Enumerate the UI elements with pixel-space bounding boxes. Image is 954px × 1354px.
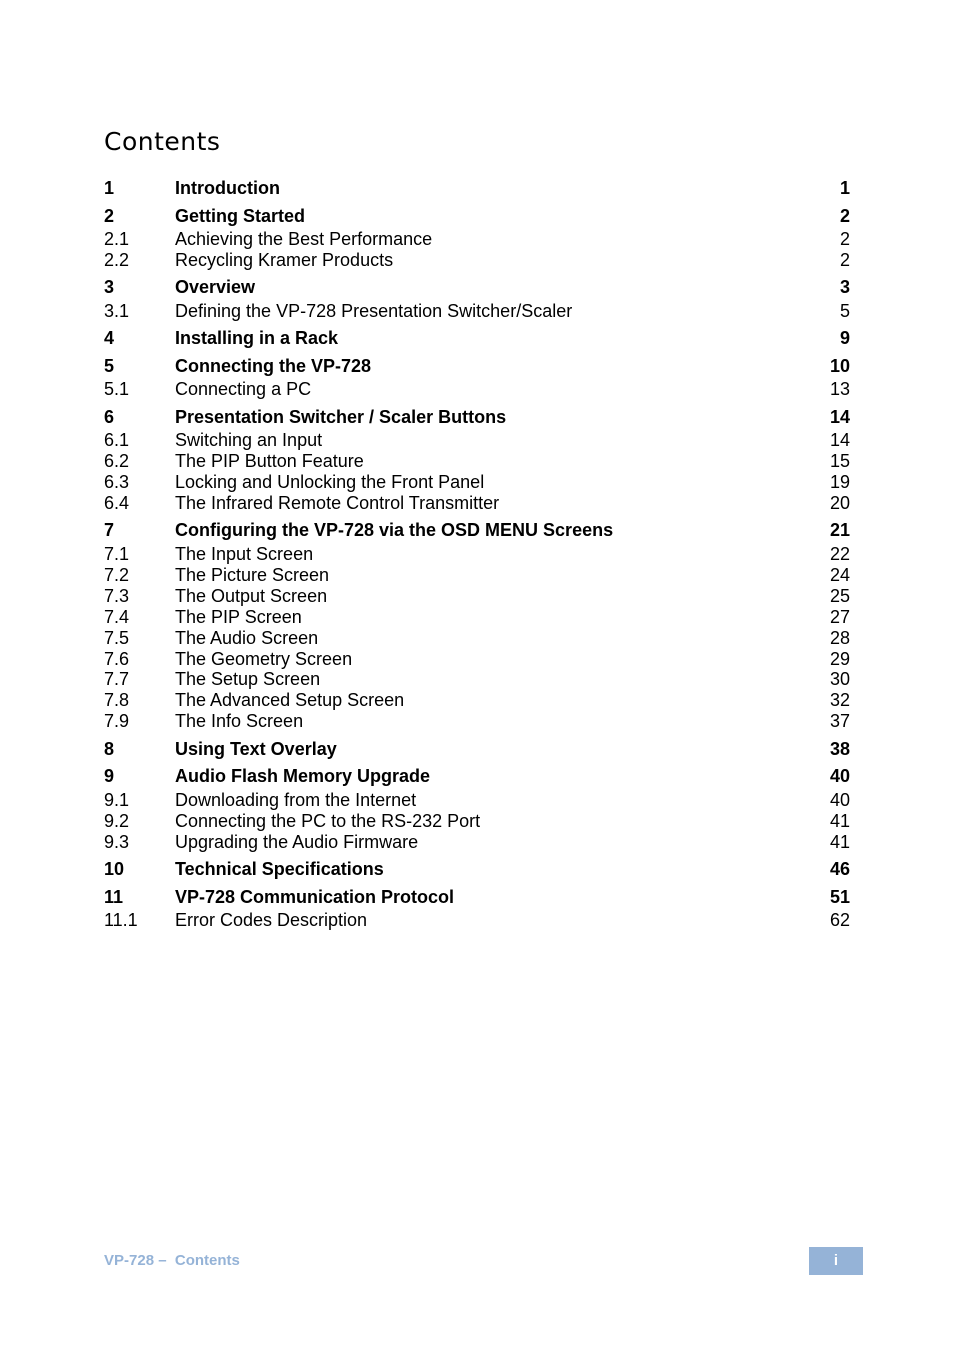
toc-section-row[interactable] bbox=[104, 471, 850, 493]
toc-entry-number: 7.8 bbox=[104, 690, 130, 710]
toc-entry-number: 7.6 bbox=[104, 649, 130, 669]
toc-entry-number: 7.5 bbox=[104, 628, 130, 648]
toc-entry-number: 6.4 bbox=[104, 493, 130, 513]
toc-entry-title[interactable]: Achieving the Best Performance bbox=[175, 229, 433, 249]
toc-entry-title[interactable]: The Geometry Screen bbox=[175, 649, 353, 669]
toc-section-row[interactable] bbox=[104, 648, 850, 670]
toc-entry-title[interactable]: Presentation Switcher / Scaler Buttons bbox=[175, 407, 507, 427]
toc-entry-title[interactable]: Installing in a Rack bbox=[175, 328, 339, 348]
toc-entry-page[interactable]: 22 bbox=[829, 544, 850, 564]
toc-section-row[interactable] bbox=[104, 689, 850, 711]
toc-entry-title[interactable]: Defining the VP-728 Presentation Switcher/Scaler bbox=[175, 301, 573, 321]
toc-entry-title[interactable]: The Input Screen bbox=[175, 544, 314, 564]
toc-section-row[interactable] bbox=[104, 710, 850, 732]
toc-chapter-row[interactable] bbox=[104, 406, 850, 428]
toc-section-row[interactable] bbox=[104, 668, 850, 690]
toc-entry-page[interactable]: 32 bbox=[829, 690, 850, 710]
toc-entry-title[interactable]: Recycling Kramer Products bbox=[175, 250, 394, 270]
toc-entry-page[interactable]: 30 bbox=[829, 669, 850, 689]
toc-entry-page[interactable]: 13 bbox=[829, 379, 850, 399]
toc-section-row[interactable] bbox=[104, 228, 850, 250]
toc-section-row[interactable] bbox=[104, 249, 850, 271]
toc-entry-title[interactable]: Introduction bbox=[175, 178, 280, 198]
toc-chapter-row[interactable] bbox=[104, 886, 850, 908]
toc-entry-page[interactable]: 46 bbox=[829, 859, 850, 879]
toc-entry-page[interactable]: 3 bbox=[839, 277, 850, 297]
toc-chapter-row[interactable] bbox=[104, 765, 850, 787]
toc-entry-number: 7.2 bbox=[104, 565, 130, 585]
page-title: Contents bbox=[104, 127, 221, 156]
toc-entry-page[interactable]: 2 bbox=[839, 229, 850, 249]
toc-section-row[interactable] bbox=[104, 789, 850, 811]
toc-entry-number: 1 bbox=[104, 178, 115, 198]
toc-entry-number: 10 bbox=[104, 859, 125, 879]
toc-entry-title[interactable]: Locking and Unlocking the Front Panel bbox=[175, 472, 485, 492]
toc-chapter-row[interactable] bbox=[104, 327, 850, 349]
toc-entry-number: 7.4 bbox=[104, 607, 130, 627]
toc-entry-number: 5.1 bbox=[104, 379, 130, 399]
toc-entry-page[interactable]: 51 bbox=[829, 887, 850, 907]
toc-entry-number: 6.2 bbox=[104, 451, 130, 471]
toc-entry-page[interactable]: 25 bbox=[829, 586, 850, 606]
toc-entry-number: 5 bbox=[104, 356, 115, 376]
toc-section-row[interactable] bbox=[104, 429, 850, 451]
table-of-contents bbox=[104, 0, 850, 1000]
toc-entry-page[interactable]: 2 bbox=[839, 250, 850, 270]
toc-chapter-row[interactable] bbox=[104, 276, 850, 298]
toc-entry-number: 7.7 bbox=[104, 669, 130, 689]
toc-entry-title[interactable]: VP-728 Communication Protocol bbox=[175, 887, 455, 907]
toc-section-row[interactable] bbox=[104, 450, 850, 472]
toc-chapter-row[interactable] bbox=[104, 355, 850, 377]
toc-entry-title[interactable]: Getting Started bbox=[175, 206, 306, 226]
toc-entry-title[interactable]: The Picture Screen bbox=[175, 565, 330, 585]
toc-section-row[interactable] bbox=[104, 378, 850, 400]
toc-entry-number: 6.3 bbox=[104, 472, 130, 492]
toc-section-row[interactable] bbox=[104, 831, 850, 853]
toc-chapter-row[interactable] bbox=[104, 519, 850, 541]
toc-section-row[interactable] bbox=[104, 585, 850, 607]
toc-chapter-row[interactable] bbox=[104, 738, 850, 760]
toc-entry-number: 8 bbox=[104, 739, 115, 759]
toc-entry-page[interactable]: 20 bbox=[829, 493, 850, 513]
toc-entry-title[interactable]: The Output Screen bbox=[175, 586, 328, 606]
toc-entry-title[interactable]: The PIP Button Feature bbox=[175, 451, 364, 471]
toc-entry-number: 9.2 bbox=[104, 811, 130, 831]
toc-entry-title[interactable]: The PIP Screen bbox=[175, 607, 302, 627]
toc-entry-number: 7.3 bbox=[104, 586, 130, 606]
toc-entry-title[interactable]: Connecting the VP-728 bbox=[175, 356, 372, 376]
toc-entry-page[interactable]: 21 bbox=[829, 520, 850, 540]
toc-section-row[interactable] bbox=[104, 810, 850, 832]
toc-entry-title[interactable]: Audio Flash Memory Upgrade bbox=[175, 766, 431, 786]
toc-entry-page[interactable]: 27 bbox=[829, 607, 850, 627]
toc-section-row[interactable] bbox=[104, 627, 850, 649]
toc-entry-title[interactable]: Connecting the PC to the RS-232 Port bbox=[175, 811, 481, 831]
toc-entry-title[interactable]: The Setup Screen bbox=[175, 669, 321, 689]
toc-entry-title[interactable]: Error Codes Description bbox=[175, 910, 368, 930]
toc-entry-title[interactable]: Upgrading the Audio Firmware bbox=[175, 832, 419, 852]
toc-entry-number: 6.1 bbox=[104, 430, 130, 450]
toc-entry-page[interactable]: 40 bbox=[829, 766, 850, 786]
toc-entry-number: 11.1 bbox=[104, 910, 138, 930]
toc-entry-page[interactable]: 62 bbox=[829, 910, 850, 930]
toc-section-row[interactable] bbox=[104, 543, 850, 565]
toc-entry-title[interactable]: The Audio Screen bbox=[175, 628, 319, 648]
toc-entry-number: 2.1 bbox=[104, 229, 130, 249]
toc-entry-number: 4 bbox=[104, 328, 115, 348]
toc-entry-page[interactable]: 10 bbox=[829, 356, 850, 376]
toc-entry-title[interactable]: Switching an Input bbox=[175, 430, 323, 450]
toc-entry-page[interactable]: 2 bbox=[839, 206, 850, 226]
toc-section-row[interactable] bbox=[104, 300, 850, 322]
toc-entry-number: 11 bbox=[104, 887, 124, 907]
toc-entry-number: 7.1 bbox=[104, 544, 130, 564]
toc-entry-page[interactable]: 41 bbox=[829, 832, 850, 852]
toc-entry-title[interactable]: The Info Screen bbox=[175, 711, 304, 731]
toc-entry-page[interactable]: 29 bbox=[829, 649, 850, 669]
toc-entry-page[interactable]: 9 bbox=[839, 328, 850, 348]
toc-entry-title[interactable]: The Infrared Remote Control Transmitter bbox=[175, 493, 500, 513]
toc-entry-page[interactable]: 1 bbox=[839, 178, 850, 198]
toc-entry-title[interactable]: Technical Specifications bbox=[175, 859, 384, 879]
toc-entry-page[interactable]: 14 bbox=[829, 407, 850, 427]
toc-entry-number: 6 bbox=[104, 407, 115, 427]
toc-entry-title[interactable]: Using Text Overlay bbox=[175, 739, 337, 759]
toc-entry-number: 7.9 bbox=[104, 711, 130, 731]
toc-chapter-row[interactable] bbox=[104, 858, 850, 880]
toc-entry-page[interactable]: 28 bbox=[829, 628, 850, 648]
toc-entry-page[interactable]: 40 bbox=[829, 790, 850, 810]
toc-entry-title[interactable]: The Advanced Setup Screen bbox=[175, 690, 405, 710]
toc-entry-number: 9 bbox=[104, 766, 115, 786]
footer-label: VP-728 – Contents bbox=[104, 1252, 240, 1269]
toc-chapter-row[interactable] bbox=[104, 205, 850, 227]
toc-section-row[interactable] bbox=[104, 564, 850, 586]
toc-entry-page[interactable]: 15 bbox=[829, 451, 850, 471]
toc-entry-page[interactable]: 19 bbox=[829, 472, 850, 492]
footer-page-number: i bbox=[809, 1247, 863, 1275]
toc-section-row[interactable] bbox=[104, 606, 850, 628]
toc-entry-page[interactable]: 41 bbox=[829, 811, 850, 831]
toc-entry-page[interactable]: 37 bbox=[829, 711, 850, 731]
toc-entry-number: 2.2 bbox=[104, 250, 130, 270]
toc-entry-title[interactable]: Configuring the VP-728 via the OSD MENU Screens bbox=[175, 520, 614, 540]
toc-entry-number: 7 bbox=[104, 520, 115, 540]
toc-entry-title[interactable]: Downloading from the Internet bbox=[175, 790, 417, 810]
toc-chapter-row[interactable] bbox=[104, 177, 850, 199]
toc-entry-page[interactable]: 5 bbox=[839, 301, 850, 321]
toc-entry-page[interactable]: 14 bbox=[829, 430, 850, 450]
toc-entry-title[interactable]: Connecting a PC bbox=[175, 379, 312, 399]
toc-entry-page[interactable]: 38 bbox=[829, 739, 850, 759]
toc-section-row[interactable] bbox=[104, 909, 850, 931]
toc-entry-number: 9.1 bbox=[104, 790, 130, 810]
toc-entry-number: 2 bbox=[104, 206, 115, 226]
toc-entry-number: 3.1 bbox=[104, 301, 130, 321]
toc-entry-number: 9.3 bbox=[104, 832, 130, 852]
toc-entry-number: 3 bbox=[104, 277, 115, 297]
toc-entry-page[interactable]: 24 bbox=[829, 565, 850, 585]
toc-entry-title[interactable]: Overview bbox=[175, 277, 256, 297]
toc-section-row[interactable] bbox=[104, 492, 850, 514]
